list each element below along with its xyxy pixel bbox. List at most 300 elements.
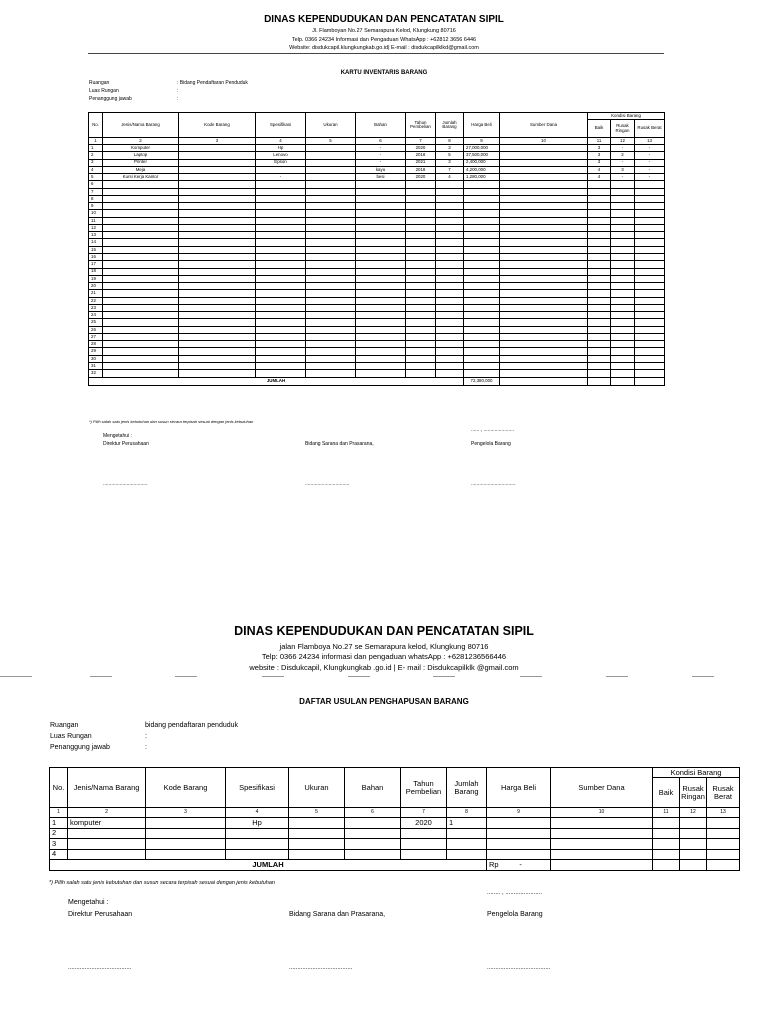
- table-cell: [635, 319, 665, 326]
- table-cell: [103, 370, 179, 377]
- doc1-info-luas-value: :: [177, 88, 179, 94]
- table-cell: [306, 159, 356, 166]
- table-cell: [464, 275, 500, 282]
- table-cell: [436, 195, 464, 202]
- table-cell: [611, 312, 635, 319]
- table-cell: [635, 261, 665, 268]
- doc1-address: Jl. Flamboyan No.27 Semarapura Kelod, Klungkung 80716: [312, 28, 456, 34]
- doc1-form-title: KARTU INVENTARIS BARANG: [340, 70, 428, 76]
- table-cell: [406, 319, 436, 326]
- table-cell: [256, 246, 306, 253]
- table-cell: [179, 203, 256, 210]
- col-header-harga: Harga Beli: [487, 768, 551, 808]
- table-cell: [680, 818, 707, 829]
- table-cell: [500, 246, 588, 253]
- table-cell: 3: [611, 166, 635, 173]
- table-cell: [635, 268, 665, 275]
- table-cell: 2020: [406, 174, 436, 181]
- table-cell: 3: [588, 145, 611, 152]
- doc1-info-luas-label: Luas Rungan: [89, 88, 119, 94]
- table-cell: [635, 362, 665, 369]
- table-cell: [680, 839, 707, 850]
- table-cell: [306, 181, 356, 188]
- table-cell: [256, 217, 306, 224]
- table-cell: [436, 319, 464, 326]
- doc2-phone: Telp: 0366 24234 informasi dan pengaduan whatsApp : +6281236566446: [261, 652, 507, 661]
- table-cell: 20: [89, 283, 103, 290]
- table-cell: [356, 246, 406, 253]
- table-cell: [464, 224, 500, 231]
- table-cell: [345, 839, 401, 850]
- table-cell: [653, 839, 680, 850]
- table-cell: [436, 210, 464, 217]
- table-cell: [611, 283, 635, 290]
- table-row: [50, 828, 740, 839]
- table-cell: [635, 239, 665, 246]
- col-header-jumlah: Jumlah Barang: [447, 768, 487, 808]
- table-cell: besi: [356, 174, 406, 181]
- doc2-info-pj-label: Penanggung jawab: [50, 744, 110, 751]
- table-cell: 3: [89, 159, 103, 166]
- table-cell: 25: [89, 319, 103, 326]
- col-header-sumber: Sumber Dana: [551, 768, 653, 808]
- table-cell: [588, 355, 611, 362]
- table-cell: [356, 210, 406, 217]
- table-cell: 31: [89, 362, 103, 369]
- doc1-title: DINAS KEPENDUDUKAN DAN PENCATATAN SIPIL: [264, 14, 504, 25]
- col-number: 10: [500, 138, 588, 145]
- doc1-date-line: ...... , ......................: [471, 427, 515, 433]
- table-cell: [179, 333, 256, 340]
- table-cell: [487, 828, 551, 839]
- table-cell: -: [635, 166, 665, 173]
- table-cell: [635, 188, 665, 195]
- table-cell: [447, 839, 487, 850]
- table-cell: [500, 203, 588, 210]
- table-cell: [464, 268, 500, 275]
- table-cell: [68, 828, 146, 839]
- table-cell: [306, 370, 356, 377]
- table-cell: [179, 341, 256, 348]
- col-number: 4: [226, 808, 289, 818]
- table-cell: [588, 341, 611, 348]
- table-cell: [653, 828, 680, 839]
- table-cell: [588, 297, 611, 304]
- table-cell: [256, 210, 306, 217]
- table-cell: [146, 849, 226, 860]
- table-cell: [500, 159, 588, 166]
- table-cell: 1,280,000: [464, 174, 500, 181]
- doc2-info-ruangan-label: Ruangan: [50, 722, 79, 729]
- table-cell: [356, 203, 406, 210]
- table-cell: [406, 290, 436, 297]
- table-cell: 2020: [401, 818, 447, 829]
- table-cell: [356, 370, 406, 377]
- table-cell: Hp: [256, 145, 306, 152]
- table-cell: [406, 312, 436, 319]
- table-cell: [406, 203, 436, 210]
- table-cell: 10: [89, 210, 103, 217]
- table-cell: [103, 275, 179, 282]
- table-cell: [635, 304, 665, 311]
- table-cell: [464, 348, 500, 355]
- table-cell: [464, 326, 500, 333]
- table-cell: [306, 210, 356, 217]
- table-cell: 26: [89, 326, 103, 333]
- table-cell: [103, 341, 179, 348]
- table-cell: [464, 232, 500, 239]
- table-cell: [500, 333, 588, 340]
- table-row: [89, 333, 665, 340]
- col-number: 12: [611, 138, 635, 145]
- table-cell: [588, 326, 611, 333]
- table-cell: [179, 290, 256, 297]
- table-cell: [356, 224, 406, 231]
- col-number: 13: [707, 808, 740, 818]
- table-cell: 29: [89, 348, 103, 355]
- doc2-mengetahui: Mengetahui :: [68, 899, 109, 906]
- table-cell: [464, 246, 500, 253]
- doc1-header-rule: [88, 53, 664, 54]
- table-cell: [611, 290, 635, 297]
- col-number: 7: [406, 138, 436, 145]
- table-cell: [707, 818, 740, 829]
- table-cell: [306, 297, 356, 304]
- table-cell: [635, 181, 665, 188]
- table-cell: [256, 297, 306, 304]
- doc1-sign-line-3: ................................: [471, 481, 516, 487]
- doc1-phone: Telp. 0366 24234 Informasi dan Pengaduan WhatsApp : +62812 3656 6446: [291, 37, 477, 43]
- table-cell: [680, 828, 707, 839]
- table-cell: [179, 152, 256, 159]
- table-cell: [436, 232, 464, 239]
- table-cell: [356, 188, 406, 195]
- table-cell: [500, 174, 588, 181]
- table-cell: komputer: [68, 818, 146, 829]
- table-cell: [356, 333, 406, 340]
- col-header-kode: Kode Barang: [146, 768, 226, 808]
- table-cell: [611, 246, 635, 253]
- table-cell: [306, 341, 356, 348]
- table-cell: [500, 239, 588, 246]
- table-cell: [179, 348, 256, 355]
- table-row: [89, 319, 665, 326]
- table-cell: [256, 290, 306, 297]
- table-cell: [464, 283, 500, 290]
- table-cell: [179, 217, 256, 224]
- table-cell: [256, 304, 306, 311]
- table-cell: 2: [611, 152, 635, 159]
- table-cell: [103, 181, 179, 188]
- table-cell: 32: [89, 370, 103, 377]
- table-cell: 5: [89, 174, 103, 181]
- table-cell: [464, 341, 500, 348]
- table-cell: Laptop: [103, 152, 179, 159]
- table-cell: [179, 253, 256, 260]
- table-cell: [103, 348, 179, 355]
- table-cell: [436, 297, 464, 304]
- table-cell: [289, 828, 345, 839]
- table-cell: [289, 849, 345, 860]
- table-cell: [406, 341, 436, 348]
- table-cell: 14: [89, 239, 103, 246]
- col-number: 11: [588, 138, 611, 145]
- table-cell: [611, 319, 635, 326]
- table-cell: [306, 275, 356, 282]
- table-cell: [680, 849, 707, 860]
- table-cell: -: [356, 159, 406, 166]
- table-row: [89, 341, 665, 348]
- table-cell: [436, 341, 464, 348]
- table-cell: [179, 188, 256, 195]
- table-cell: [611, 341, 635, 348]
- table-cell: [635, 326, 665, 333]
- table-cell: 2020: [406, 145, 436, 152]
- table-cell: [588, 290, 611, 297]
- table-cell: [306, 188, 356, 195]
- doc2-total-value: Rp -: [487, 860, 551, 871]
- table-cell: [500, 195, 588, 202]
- table-cell: [146, 828, 226, 839]
- doc2-signer-pengelola: Pengelola Barang: [487, 911, 543, 918]
- doc1-footnote: *) Pilih salah satu jenis kebutuhan dan susun secara terpisah sesuai dengan jenis kebutuhan: [89, 419, 254, 424]
- table-cell: [611, 203, 635, 210]
- doc2-rule-seg-7: [520, 676, 542, 677]
- table-cell: [103, 312, 179, 319]
- doc2-rule-seg-5: [348, 676, 370, 677]
- table-cell: [464, 304, 500, 311]
- table-cell: [306, 312, 356, 319]
- table-cell: [68, 839, 146, 850]
- table-cell: Komputer: [103, 145, 179, 152]
- table-cell: [588, 268, 611, 275]
- table-cell: [464, 217, 500, 224]
- table-cell: [611, 297, 635, 304]
- table-cell: [500, 362, 588, 369]
- table-cell: [356, 239, 406, 246]
- table-cell: [103, 217, 179, 224]
- table-cell: 3: [588, 152, 611, 159]
- table-cell: [256, 341, 306, 348]
- table-cell: [588, 319, 611, 326]
- table-cell: [436, 246, 464, 253]
- table-row: [89, 326, 665, 333]
- table-cell: [406, 275, 436, 282]
- doc2-total-label: JUMLAH: [50, 860, 487, 871]
- table-row: [89, 195, 665, 202]
- table-cell: [500, 341, 588, 348]
- col-header-jumlah: Jumlah Barang: [436, 113, 464, 138]
- table-row: [89, 370, 665, 377]
- table-cell: [500, 355, 588, 362]
- doc1-signer-sarana: Bidang Sarana dan Prasarana,: [305, 441, 374, 447]
- col-number: 6: [345, 808, 401, 818]
- table-cell: 6: [89, 181, 103, 188]
- table-cell: [356, 341, 406, 348]
- table-row: [50, 839, 740, 850]
- table-cell: [306, 333, 356, 340]
- col-header-harga: Harga Beli: [464, 113, 500, 138]
- table-cell: [103, 261, 179, 268]
- table-cell: [306, 246, 356, 253]
- table-cell: [611, 333, 635, 340]
- table-cell: [306, 304, 356, 311]
- table-cell: [406, 246, 436, 253]
- table-cell: 27,000,000: [464, 145, 500, 152]
- table-row: [89, 304, 665, 311]
- table-cell: [464, 312, 500, 319]
- table-row: [89, 348, 665, 355]
- table-cell: [179, 319, 256, 326]
- table-cell: [588, 348, 611, 355]
- table-cell: [436, 312, 464, 319]
- table-row: [89, 188, 665, 195]
- doc2-info-luas-label: Luas Rungan: [50, 733, 92, 740]
- table-cell: [179, 195, 256, 202]
- table-cell: [635, 312, 665, 319]
- table-cell: [406, 188, 436, 195]
- table-cell: [306, 362, 356, 369]
- col-number: 8: [447, 808, 487, 818]
- table-cell: [551, 818, 653, 829]
- table-cell: [103, 290, 179, 297]
- table-cell: [500, 217, 588, 224]
- table-cell: [611, 275, 635, 282]
- table-cell: [103, 203, 179, 210]
- table-row: [50, 818, 740, 829]
- table-cell: [406, 304, 436, 311]
- col-number: 2: [68, 808, 146, 818]
- table-row: [89, 217, 665, 224]
- table-cell: [103, 195, 179, 202]
- table-cell: [635, 224, 665, 231]
- table-cell: 7: [436, 166, 464, 173]
- doc2-info-ruangan-value: bidang pendaftaran penduduk: [145, 722, 239, 729]
- doc2-sign-line-3: ......................................: [487, 965, 551, 971]
- table-row: [89, 362, 665, 369]
- table-cell: [179, 174, 256, 181]
- table-cell: 4: [89, 166, 103, 173]
- table-cell: [635, 195, 665, 202]
- table-cell: [256, 348, 306, 355]
- table-cell: [588, 253, 611, 260]
- table-cell: 2018: [406, 152, 436, 159]
- table-cell: [406, 181, 436, 188]
- table-cell: [447, 828, 487, 839]
- table-cell: [179, 246, 256, 253]
- table-cell: -: [611, 174, 635, 181]
- table-cell: [588, 210, 611, 217]
- table-cell: Epson: [256, 159, 306, 166]
- table-cell: 23: [89, 304, 103, 311]
- table-cell: [289, 818, 345, 829]
- doc1-mengetahui: Mengetahui :: [103, 433, 132, 439]
- table-cell: 22: [89, 297, 103, 304]
- table-cell: [500, 232, 588, 239]
- col-header-spesifikasi: Spesifikasi: [256, 113, 306, 138]
- table-row: [89, 166, 665, 173]
- col-header-berat: Rusak Berat: [635, 120, 665, 138]
- table-cell: 1: [50, 818, 68, 829]
- table-cell: [436, 188, 464, 195]
- doc2-deletion-table: [49, 767, 740, 871]
- table-cell: [436, 283, 464, 290]
- table-cell: 4: [588, 166, 611, 173]
- table-cell: [500, 319, 588, 326]
- table-cell: 13: [89, 232, 103, 239]
- table-cell: 19: [89, 275, 103, 282]
- table-cell: [103, 319, 179, 326]
- table-cell: [707, 849, 740, 860]
- table-cell: [406, 268, 436, 275]
- col-header-jenis: Jenis/Nama Barang: [103, 113, 179, 138]
- table-cell: [256, 355, 306, 362]
- table-cell: [500, 145, 588, 152]
- table-cell: [707, 828, 740, 839]
- table-cell: [500, 297, 588, 304]
- table-cell: [500, 283, 588, 290]
- table-cell: 4: [436, 174, 464, 181]
- table-cell: [611, 268, 635, 275]
- table-cell: [464, 297, 500, 304]
- table-cell: [588, 246, 611, 253]
- doc2-rule-seg-8: [606, 676, 628, 677]
- table-cell: [588, 195, 611, 202]
- table-cell: [256, 253, 306, 260]
- table-cell: 16: [89, 253, 103, 260]
- table-cell: -: [356, 145, 406, 152]
- table-cell: [256, 333, 306, 340]
- table-cell: [256, 188, 306, 195]
- table-cell: [103, 362, 179, 369]
- table-cell: [635, 283, 665, 290]
- table-cell: [588, 283, 611, 290]
- table-cell: [356, 319, 406, 326]
- doc2-rule-seg-4: [262, 676, 284, 677]
- table-cell: [500, 210, 588, 217]
- table-cell: 11: [89, 217, 103, 224]
- table-cell: [179, 268, 256, 275]
- table-cell: [306, 195, 356, 202]
- table-cell: [406, 239, 436, 246]
- table-cell: [588, 312, 611, 319]
- table-cell: 2: [50, 828, 68, 839]
- doc2-rule-seg-3: [175, 676, 197, 677]
- table-cell: [356, 362, 406, 369]
- doc1-info-ruangan-label: Ruangan: [89, 80, 110, 86]
- table-cell: [464, 370, 500, 377]
- table-cell: [406, 224, 436, 231]
- table-cell: [306, 232, 356, 239]
- table-cell: [179, 166, 256, 173]
- table-cell: [356, 326, 406, 333]
- table-cell: [179, 224, 256, 231]
- table-row: [89, 224, 665, 231]
- table-cell: [256, 261, 306, 268]
- table-cell: [588, 217, 611, 224]
- table-cell: [306, 239, 356, 246]
- doc2-footnote: *) Pilih salah satu jenis kebutuhan dan susun secara terpisah sesuai dengan jenis kebutuhan: [49, 880, 275, 886]
- table-cell: 21: [89, 290, 103, 297]
- col-number: 2: [103, 138, 179, 145]
- doc1-inventory-table: [88, 112, 665, 386]
- table-cell: [436, 326, 464, 333]
- table-cell: [464, 203, 500, 210]
- col-number: 9: [487, 808, 551, 818]
- table-cell: Kursi Kerja Kantor: [103, 174, 179, 181]
- table-cell: [256, 312, 306, 319]
- table-cell: [611, 253, 635, 260]
